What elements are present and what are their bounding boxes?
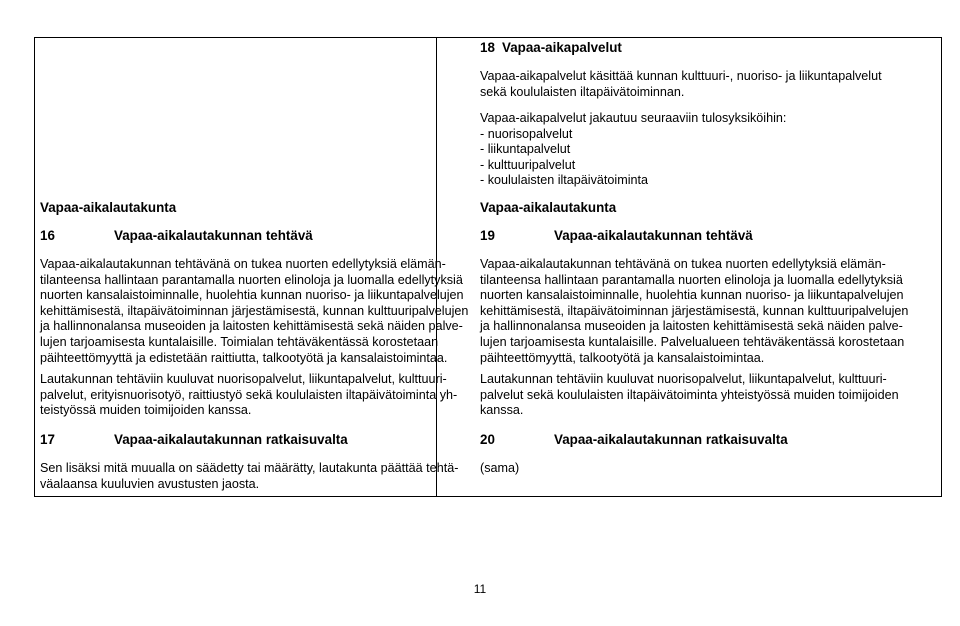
page-number: 11 <box>473 582 487 596</box>
text-line: tilanteensa hallintaan parantamalla nuorten elinoloja ja luomalla edellytyksiä <box>40 272 463 287</box>
section-19-paragraph-2 <box>480 372 940 419</box>
text-line: palvelut sekä koululaisten iltapäivätoiminta yhteistyössä muiden toimijoiden <box>480 387 899 402</box>
section-20-heading <box>480 432 788 448</box>
text-line: lujen tarjoamisesta kuntalaisille. Toimialan tehtäväkentässä korostetaan <box>40 334 439 349</box>
text-line: päihteettömyyttä ja edistetään raittiutta, talkootyötä ja kansalaistoimintaa. <box>40 350 448 365</box>
unit-item: - liikuntapalvelut <box>480 142 571 157</box>
section-number: 18 <box>480 40 495 55</box>
text-line: tilanteensa hallintaan parantamalla nuorten elinoloja ja luomalla edellytyksiä <box>480 272 903 287</box>
text-line: Lautakunnan tehtäviin kuuluvat nuorisopalvelut, liikuntapalvelut, kulttuuri- <box>480 372 887 386</box>
text-line: teistyössä muiden toimijoiden kanssa. <box>40 403 252 418</box>
section-18-heading <box>480 40 622 56</box>
unit-item: - nuorisopalvelut <box>480 126 573 141</box>
text-line: Vapaa-aikapalvelut käsittää kunnan kulttuuri-, nuoriso- ja liikuntapalvelut <box>480 69 882 83</box>
text-line: kanssa. <box>480 403 524 418</box>
section-title: Vapaa-aikapalvelut <box>502 40 622 55</box>
text-line: väalaansa kuuluvien avustusten jaosta. <box>40 476 260 491</box>
unit-item: - kulttuuripalvelut <box>480 157 576 172</box>
unit-item: - koululaisten iltapäivätoiminta <box>480 173 649 188</box>
section-18-intro <box>480 69 940 100</box>
section-number: 17 <box>40 432 55 447</box>
text-line: (sama) <box>480 461 520 475</box>
section-19-paragraph-1 <box>480 257 940 366</box>
text-line: nuorten kansalaistoiminnalle, huolehtia kunnan nuoriso- ja liikuntapalvelujen <box>480 288 904 303</box>
text-line: Lautakunnan tehtäviin kuuluvat nuorisopalvelut, liikuntapalvelut, kulttuuri- <box>40 372 447 386</box>
text-line: Vapaa-aikalautakunnan tehtävänä on tukea nuorten edellytyksiä elämän- <box>40 257 446 271</box>
text-line: sekä koululaisten iltapäivätoiminnan. <box>480 84 685 99</box>
text-line: Vapaa-aikalautakunnan tehtävänä on tukea nuorten edellytyksiä elämän- <box>480 257 886 271</box>
section-title: Vapaa-aikalautakunnan ratkaisuvalta <box>554 432 788 447</box>
section-number: 20 <box>480 432 495 447</box>
section-title: Vapaa-aikalautakunnan tehtävä <box>554 228 753 243</box>
text-line: kehittämisestä, iltapäivätoiminnan järjestämisestä, kunnan kulttuuripalvelujen <box>40 303 469 318</box>
column-divider <box>436 37 437 424</box>
text-line: päihteettömyyttä, talkootyötä ja kansalaistoimintaa. <box>480 350 765 365</box>
text-line: Sen lisäksi mitä muualla on säädetty tai määrätty, lautakunta päättää tehtä- <box>40 461 459 475</box>
section-16-paragraph-1 <box>40 257 469 366</box>
section-16-paragraph-2 <box>40 372 458 419</box>
section-19-heading <box>480 228 753 244</box>
units-intro: Vapaa-aikapalvelut jakautuu seuraaviin tulosyksiköihin: <box>480 111 787 125</box>
text-line: kehittämisestä, iltapäivätoiminnan järjestämisestä, kunnan kulttuuripalvelujen <box>480 303 909 318</box>
section-20-paragraph <box>480 461 940 477</box>
section-title: Vapaa-aikalautakunnan ratkaisuvalta <box>114 432 348 447</box>
section-16-heading <box>40 228 313 244</box>
section-18-units <box>480 111 940 189</box>
section-17-heading <box>40 432 348 448</box>
section-number: 19 <box>480 228 495 243</box>
section-17-paragraph <box>40 461 459 492</box>
section-title: Vapaa-aikalautakunnan tehtävä <box>114 228 313 243</box>
text-line: lujen tarjoamisesta kuntalaisille. Palvelualueen tehtäväkentässä korostetaan <box>480 334 905 349</box>
right-board-heading: Vapaa-aikalautakunta <box>480 200 617 215</box>
section-number: 16 <box>40 228 55 243</box>
left-board-heading: Vapaa-aikalautakunta <box>40 200 177 215</box>
text-line: ja hallinnonalansa museoiden ja laitosten kehittämisestä sekä näiden palve- <box>40 319 463 334</box>
text-line: nuorten kansalaistoiminnalle, huolehtia kunnan nuoriso- ja liikuntapalvelujen <box>40 288 464 303</box>
text-line: ja hallinnonalansa museoiden ja laitosten kehittämisestä sekä näiden palve- <box>480 319 903 334</box>
text-line: palvelut, erityisnuorisotyö, raittiustyö sekä koululaisten iltapäivätoiminta yh- <box>40 387 458 402</box>
